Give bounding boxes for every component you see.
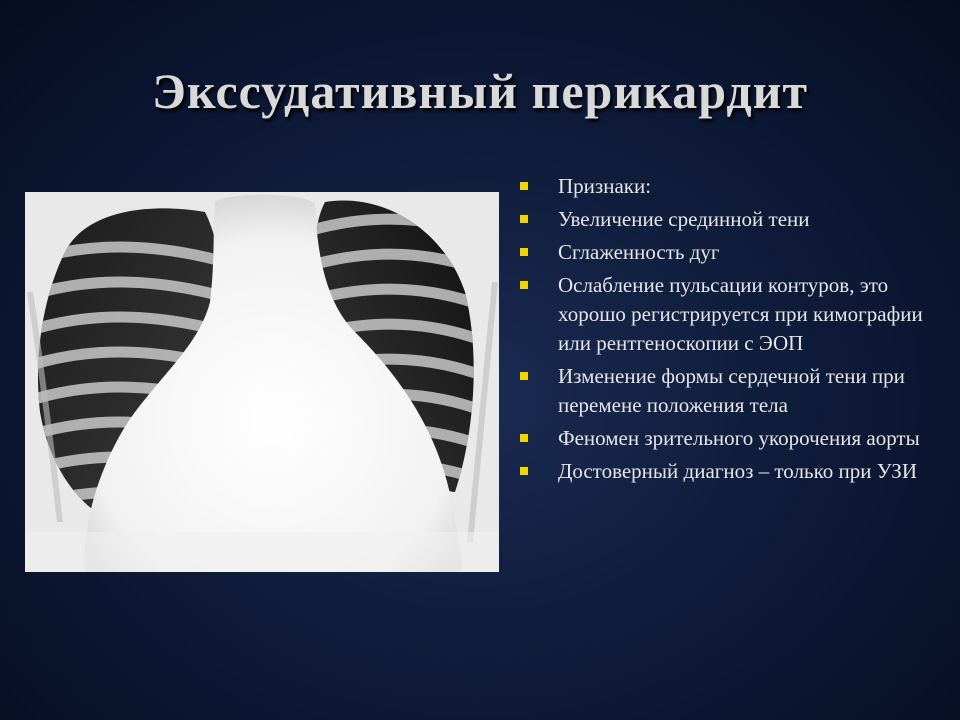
bullet-item-pulsation bbox=[520, 271, 940, 358]
bullet-square-icon bbox=[520, 215, 528, 223]
bullet-item-median-shadow bbox=[520, 205, 940, 234]
bullet-square-icon bbox=[520, 182, 528, 190]
bullet-square-icon bbox=[520, 467, 528, 475]
bullet-square-icon bbox=[520, 248, 528, 256]
bullet-text: Изменение формы сердечной тени при перемене положения тела bbox=[558, 364, 905, 417]
bullet-item-shape-change bbox=[520, 362, 940, 420]
bullet-text: Увеличение срединной тени bbox=[558, 207, 810, 231]
bullet-list bbox=[520, 172, 940, 490]
bullet-square-icon bbox=[520, 372, 528, 380]
slide-title: Экссудативный перикардит bbox=[151, 63, 809, 119]
bullet-item-aorta bbox=[520, 424, 940, 453]
bullet-text: Достоверный диагноз – только при УЗИ bbox=[558, 459, 917, 483]
bullet-text: Феномен зрительного укорочения аорты bbox=[558, 426, 920, 450]
bullet-text: Сглаженность дуг bbox=[558, 240, 720, 264]
bullet-square-icon bbox=[520, 281, 528, 289]
bullet-item-diagnosis bbox=[520, 457, 940, 486]
bullet-item-signs bbox=[520, 172, 940, 201]
bullet-text: Ослабление пульсации контуров, это хорошо регистрируется при кимографии или рентгеноскопии с ЭОП bbox=[558, 273, 923, 355]
bullet-item-arcs bbox=[520, 238, 940, 267]
chest-xray-image bbox=[25, 192, 499, 572]
bullet-square-icon bbox=[520, 434, 528, 442]
bullet-text: Признаки: bbox=[558, 174, 652, 198]
